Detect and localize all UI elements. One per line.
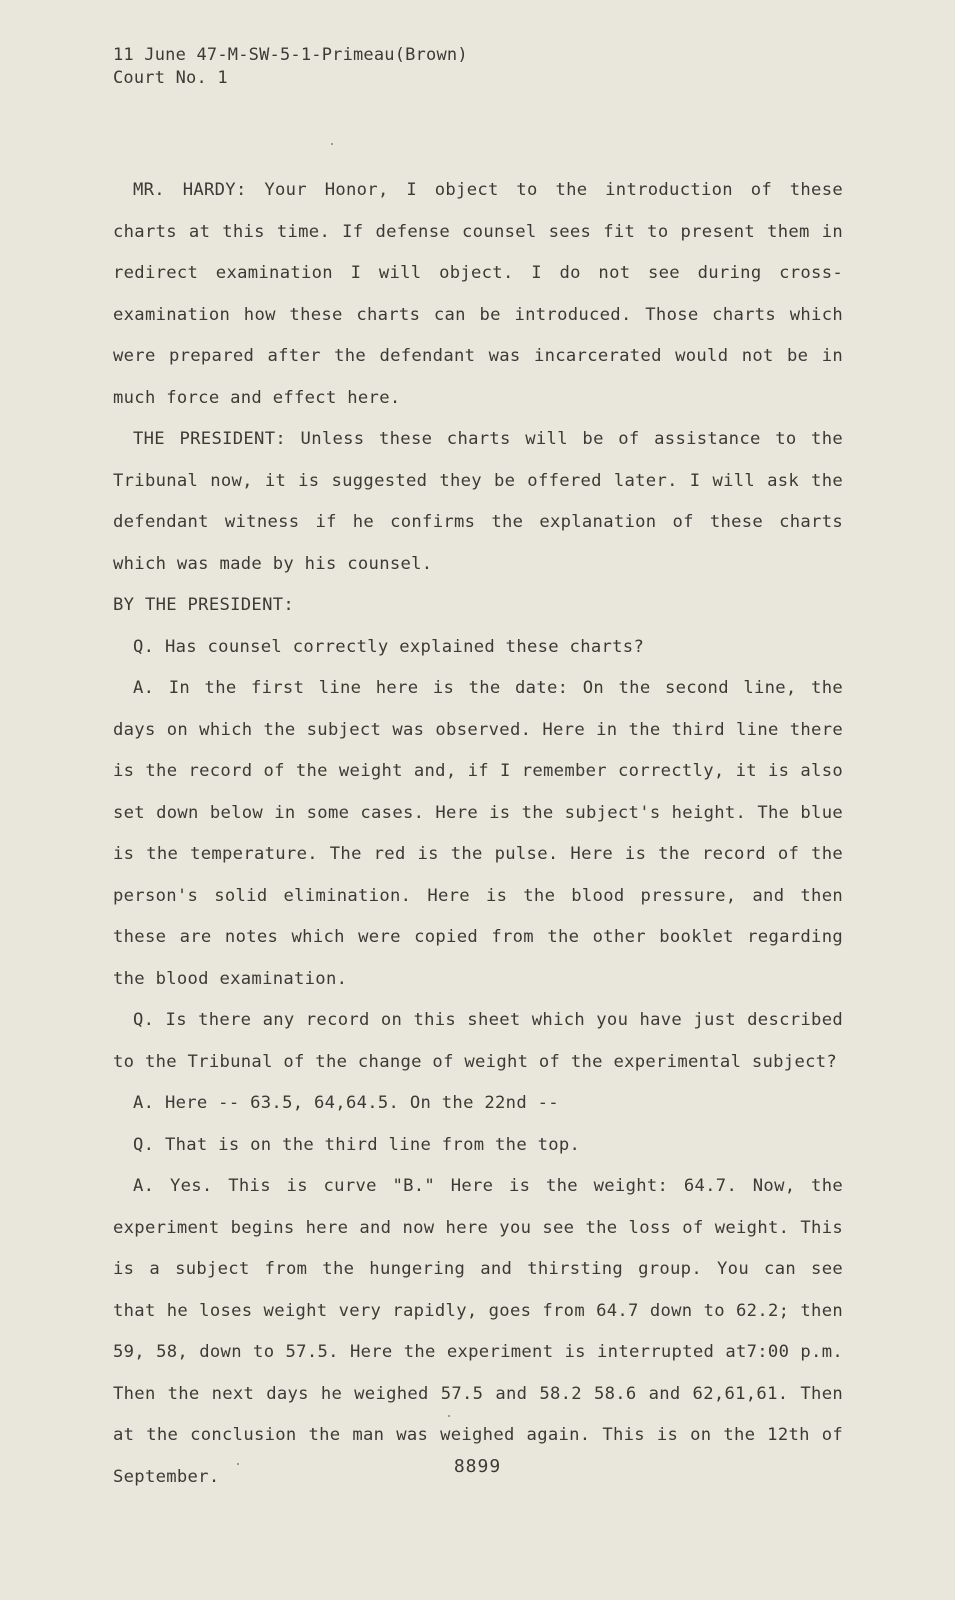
answer-weight-values: A. Here -- 63.5, 64,64.5. On the 22nd --: [133, 1093, 559, 1113]
paper-speck: [237, 1463, 239, 1465]
transcript-body: [113, 170, 843, 1498]
question-third-line: Q. That is on the third line from the top.: [133, 1134, 581, 1155]
section-heading-by-the-president: BY THE PRESIDENT:: [113, 595, 295, 615]
answer-curve-b: A. Yes. This is curve "B." Here is the weight: 64.7. Now, the experiment begins here and now here you see the loss of weight. This is a subject from the hungering and thirsting group. You can see that he loses weight very rapidly, goes from 64.7 down to 62.2; then 59, 58, down to 57.5. Here the experiment is interrupted at7:00 p.m. Then the next days he weighed 57.5 and 58.2 58.6 and 62,61,61. Then at the conclusion the man was weighed again. This is on the 12th of September.: [113, 1176, 843, 1487]
header-court-line: Court No. 1: [113, 68, 228, 88]
page-number: 8899: [453, 1456, 502, 1477]
paper-speck: [448, 1415, 450, 1417]
paragraph-hardy-objection: MR. HARDY: Your Honor, I object to the introduction of these charts at this time. If defense counsel sees fit to present them in redirect examination I will object. I do not see during cross-examination how these charts can be introduced. Those charts which were prepared after the defendant was incarcerated would not be in much force and effect here.: [113, 180, 843, 408]
question-charts-explained: Q. Has counsel correctly explained these charts?: [133, 636, 645, 657]
answer-chart-description: A. In the first line here is the date: On the second line, the days on which the subject was observed. Here in the third line there is the record of the weight and, if I remember correctly, it is also set down below in some cases. Here is the subject's height. The blue is the temperature. The red is the pulse. Here is the record of the person's solid elimination. Here is the blood pressure, and then these are notes which were copied from the other booklet regarding the blood examination.: [113, 678, 843, 989]
document-header: [113, 44, 468, 90]
paragraph-president-statement: THE PRESIDENT: Unless these charts will be of assistance to the Tribunal now, it is suggested they be offered later. I will ask the defendant witness if he confirms the explanation of these charts which was made by his counsel.: [113, 429, 843, 574]
question-weight-record: Q. Is there any record on this sheet which you have just described to the Tribunal of the change of weight of the experimental subject?: [113, 1010, 843, 1072]
paper-speck: [331, 143, 333, 145]
header-reference-line: 11 June 47-M-SW-5-1-Primeau(Brown): [113, 45, 468, 65]
